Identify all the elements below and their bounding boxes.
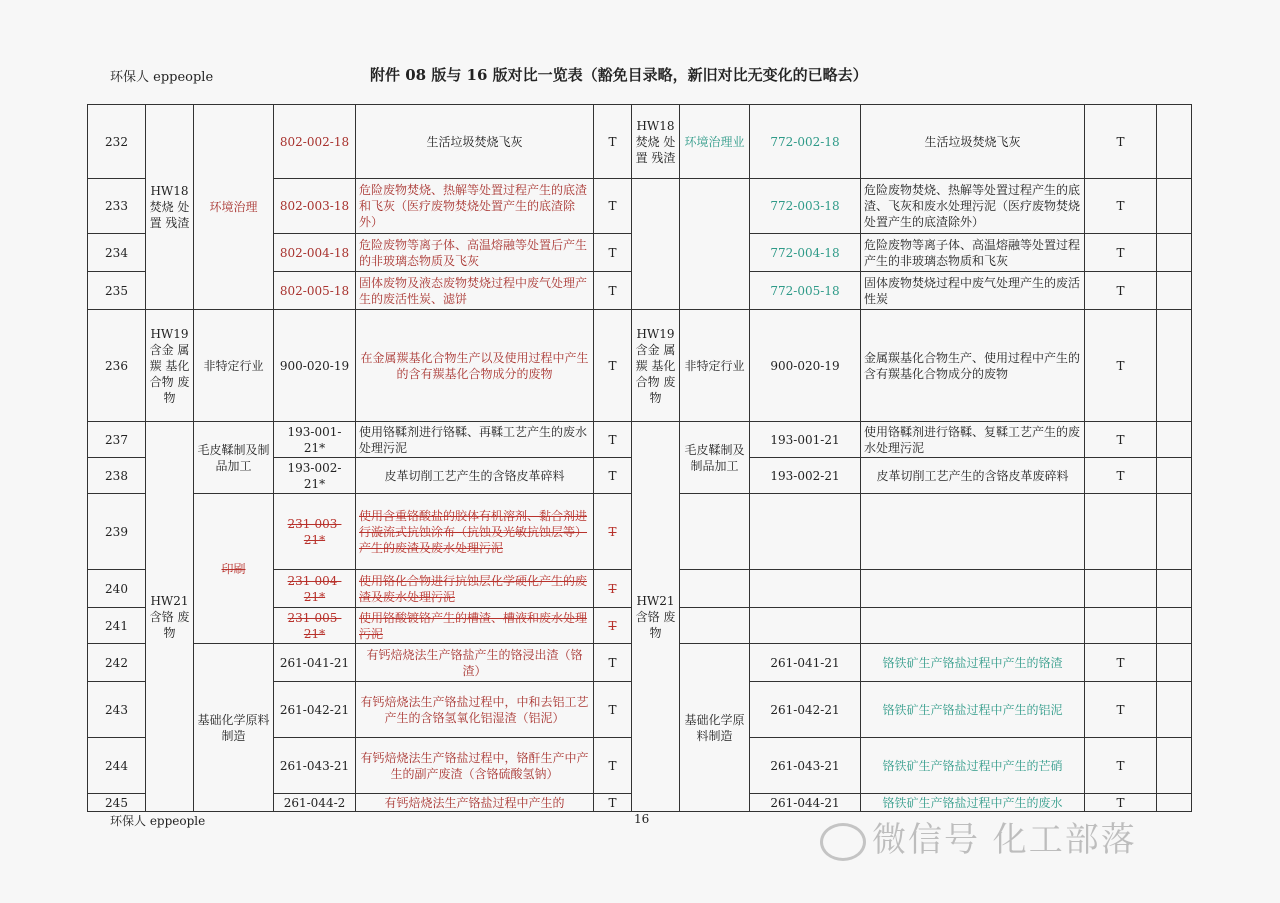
new-hazard: T xyxy=(1085,458,1157,494)
new-code: 772-003-18 xyxy=(750,179,861,234)
old-code: 261-042-21 xyxy=(274,682,356,738)
wechat-icon xyxy=(820,823,866,861)
new-description xyxy=(861,608,1085,644)
comparison-table xyxy=(87,104,1192,812)
blank-cell xyxy=(1157,458,1192,494)
new-hazard: T xyxy=(1085,794,1157,812)
new-hazard xyxy=(1085,570,1157,608)
new-hazard: T xyxy=(1085,644,1157,682)
old-hazard: T xyxy=(594,179,632,234)
blank-cell xyxy=(1157,422,1192,458)
old-hazard: T xyxy=(594,234,632,272)
old-code: 261-041-21 xyxy=(274,644,356,682)
old-description: 皮革切削工艺产生的含铬皮革碎料 xyxy=(356,458,594,494)
new-code: 772-005-18 xyxy=(750,272,861,310)
table-row xyxy=(88,310,1192,422)
footer-left: 环保人 eppeople xyxy=(110,814,206,828)
new-description: 固体废物焚烧过程中废气处理产生的废活性炭 xyxy=(861,272,1085,310)
old-hazard: T xyxy=(594,458,632,494)
old-description: 使用铬酸镀铬产生的槽渣、槽液和废水处理污泥 xyxy=(356,608,594,644)
new-description: 危险废物等离子体、高温熔融等处置过程产生的非玻璃态物质和飞灰 xyxy=(861,234,1085,272)
new-hazard: T xyxy=(1085,272,1157,310)
old-description: 使用铬化合物进行抗蚀层化学硬化产生的废渣及废水处理污泥 xyxy=(356,570,594,608)
new-category: HW18 焚烧 处置 残渣 xyxy=(632,105,680,179)
watermark-text: 微信号 化工部落 xyxy=(872,820,1137,860)
old-description: 生活垃圾焚烧飞灰 xyxy=(356,105,594,179)
blank-cell xyxy=(1157,105,1192,179)
old-hazard: T xyxy=(594,570,632,608)
new-description: 金属羰基化合物生产、使用过程中产生的含有羰基化合物成分的废物 xyxy=(861,310,1085,422)
new-hazard: T xyxy=(1085,179,1157,234)
new-industry-blank xyxy=(680,608,750,644)
header-left: 环保人 eppeople xyxy=(110,70,214,85)
row-number: 245 xyxy=(88,794,146,812)
new-description: 铬铁矿生产铬盐过程中产生的废水 xyxy=(861,794,1085,812)
old-industry: 基础化学原料制造 xyxy=(194,644,274,812)
old-code: 261-043-21 xyxy=(274,738,356,794)
new-hazard: T xyxy=(1085,738,1157,794)
new-hazard: T xyxy=(1085,422,1157,458)
old-hazard: T xyxy=(594,272,632,310)
new-code: 772-004-18 xyxy=(750,234,861,272)
old-description: 危险废物等离子体、高温熔融等处置后产生的非玻璃态物质及飞灰 xyxy=(356,234,594,272)
page-title: 附件 08 版与 16 版对比一览表（豁免目录略，新旧对比无变化的已略去） xyxy=(370,66,868,84)
new-description xyxy=(861,494,1085,570)
new-code xyxy=(750,570,861,608)
row-number: 233 xyxy=(88,179,146,234)
old-category: HW18 焚烧 处置 残渣 xyxy=(146,105,194,310)
new-hazard: T xyxy=(1085,682,1157,738)
new-code xyxy=(750,608,861,644)
new-category: HW21 含铬 废物 xyxy=(632,422,680,812)
blank-cell xyxy=(1157,179,1192,234)
old-code: 802-004-18 xyxy=(274,234,356,272)
row-number: 232 xyxy=(88,105,146,179)
new-description xyxy=(861,570,1085,608)
old-description: 使用铬鞣剂进行铬鞣、再鞣工艺产生的废水处理污泥 xyxy=(356,422,594,458)
new-industry: 基础化学原料制造 xyxy=(680,644,750,812)
new-hazard: T xyxy=(1085,234,1157,272)
new-code: 261-042-21 xyxy=(750,682,861,738)
new-code xyxy=(750,494,861,570)
new-category: HW19 含金 属羰 基化 合物 废物 xyxy=(632,310,680,422)
new-category-blank xyxy=(632,179,680,310)
new-description: 皮革切削工艺产生的含铬皮革废碎料 xyxy=(861,458,1085,494)
new-industry-blank xyxy=(680,179,750,310)
watermark xyxy=(820,812,1137,861)
blank-cell xyxy=(1157,234,1192,272)
old-description: 有钙焙烧法生产铬盐过程中，铬酐生产中产生的副产废渣（含铬硫酸氢钠） xyxy=(356,738,594,794)
blank-cell xyxy=(1157,682,1192,738)
old-description: 有钙焙烧法生产铬盐过程中产生的 xyxy=(356,794,594,812)
old-hazard: T xyxy=(594,644,632,682)
row-number: 242 xyxy=(88,644,146,682)
row-number: 237 xyxy=(88,422,146,458)
old-industry: 环境治理 xyxy=(194,105,274,310)
new-hazard xyxy=(1085,608,1157,644)
new-hazard xyxy=(1085,494,1157,570)
page-number: 16 xyxy=(634,812,650,826)
old-code: 231-004-21* xyxy=(274,570,356,608)
row-number: 238 xyxy=(88,458,146,494)
old-category: HW19 含金 属羰 基化 合物 废物 xyxy=(146,310,194,422)
old-code: 231-003-21* xyxy=(274,494,356,570)
old-category: HW21 含铬 废物 xyxy=(146,422,194,812)
old-hazard: T xyxy=(594,608,632,644)
new-industry: 毛皮鞣制及制品加工 xyxy=(680,422,750,494)
row-number: 240 xyxy=(88,570,146,608)
new-code: 261-044-21 xyxy=(750,794,861,812)
old-code: 193-002-21* xyxy=(274,458,356,494)
row-number: 234 xyxy=(88,234,146,272)
blank-cell xyxy=(1157,494,1192,570)
new-description: 使用铬鞣剂进行铬鞣、复鞣工艺产生的废水处理污泥 xyxy=(861,422,1085,458)
old-code: 261-044-2 xyxy=(274,794,356,812)
old-code: 802-003-18 xyxy=(274,179,356,234)
new-hazard: T xyxy=(1085,105,1157,179)
old-description: 危险废物焚烧、热解等处置过程产生的底渣和飞灰（医疗废物焚烧处置产生的底渣除外） xyxy=(356,179,594,234)
old-code: 193-001-21* xyxy=(274,422,356,458)
row-number: 239 xyxy=(88,494,146,570)
new-industry: 环境治理业 xyxy=(680,105,750,179)
old-description: 在金属羰基化合物生产以及使用过程中产生的含有羰基化合物成分的废物 xyxy=(356,310,594,422)
old-hazard: T xyxy=(594,105,632,179)
new-code: 261-041-21 xyxy=(750,644,861,682)
old-code: 802-002-18 xyxy=(274,105,356,179)
blank-cell xyxy=(1157,794,1192,812)
new-industry-blank xyxy=(680,494,750,570)
old-description: 有钙焙烧法生产铬盐产生的铬浸出渣（铬渣） xyxy=(356,644,594,682)
new-code: 772-002-18 xyxy=(750,105,861,179)
old-description: 有钙焙烧法生产铬盐过程中，中和去铝工艺产生的含铬氢氧化铝湿渣（铝泥） xyxy=(356,682,594,738)
old-industry: 印刷 xyxy=(194,494,274,644)
old-description: 使用含重铬酸盐的胶体有机溶剂、黏合剂进行漩流式抗蚀涂布（抗蚀及光敏抗蚀层等）产生的废渣及废水处理污泥 xyxy=(356,494,594,570)
new-description: 铬铁矿生产铬盐过程中产生的铝泥 xyxy=(861,682,1085,738)
row-number: 241 xyxy=(88,608,146,644)
new-code: 900-020-19 xyxy=(750,310,861,422)
old-code: 231-005-21* xyxy=(274,608,356,644)
row-number: 235 xyxy=(88,272,146,310)
old-industry: 非特定行业 xyxy=(194,310,274,422)
old-code: 802-005-18 xyxy=(274,272,356,310)
new-code: 193-002-21 xyxy=(750,458,861,494)
old-hazard: T xyxy=(594,494,632,570)
row-number: 243 xyxy=(88,682,146,738)
old-industry: 毛皮鞣制及制品加工 xyxy=(194,422,274,494)
new-industry-blank xyxy=(680,570,750,608)
table-row xyxy=(88,422,1192,458)
old-code: 900-020-19 xyxy=(274,310,356,422)
new-description: 危险废物焚烧、热解等处置过程产生的底渣、飞灰和废水处理污泥（医疗废物焚烧处置产生的底渣除外） xyxy=(861,179,1085,234)
new-description: 铬铁矿生产铬盐过程中产生的铬渣 xyxy=(861,644,1085,682)
row-number: 244 xyxy=(88,738,146,794)
blank-cell xyxy=(1157,608,1192,644)
table-row xyxy=(88,105,1192,179)
row-number: 236 xyxy=(88,310,146,422)
old-hazard: T xyxy=(594,738,632,794)
old-hazard: T xyxy=(594,310,632,422)
blank-cell xyxy=(1157,272,1192,310)
blank-cell xyxy=(1157,738,1192,794)
new-description: 铬铁矿生产铬盐过程中产生的芒硝 xyxy=(861,738,1085,794)
old-hazard: T xyxy=(594,682,632,738)
new-description: 生活垃圾焚烧飞灰 xyxy=(861,105,1085,179)
old-hazard: T xyxy=(594,422,632,458)
new-code: 261-043-21 xyxy=(750,738,861,794)
blank-cell xyxy=(1157,570,1192,608)
blank-cell xyxy=(1157,310,1192,422)
blank-cell xyxy=(1157,644,1192,682)
new-industry: 非特定行业 xyxy=(680,310,750,422)
old-description: 固体废物及液态废物焚烧过程中废气处理产生的废活性炭、滤饼 xyxy=(356,272,594,310)
new-hazard: T xyxy=(1085,310,1157,422)
old-hazard: T xyxy=(594,794,632,812)
new-code: 193-001-21 xyxy=(750,422,861,458)
